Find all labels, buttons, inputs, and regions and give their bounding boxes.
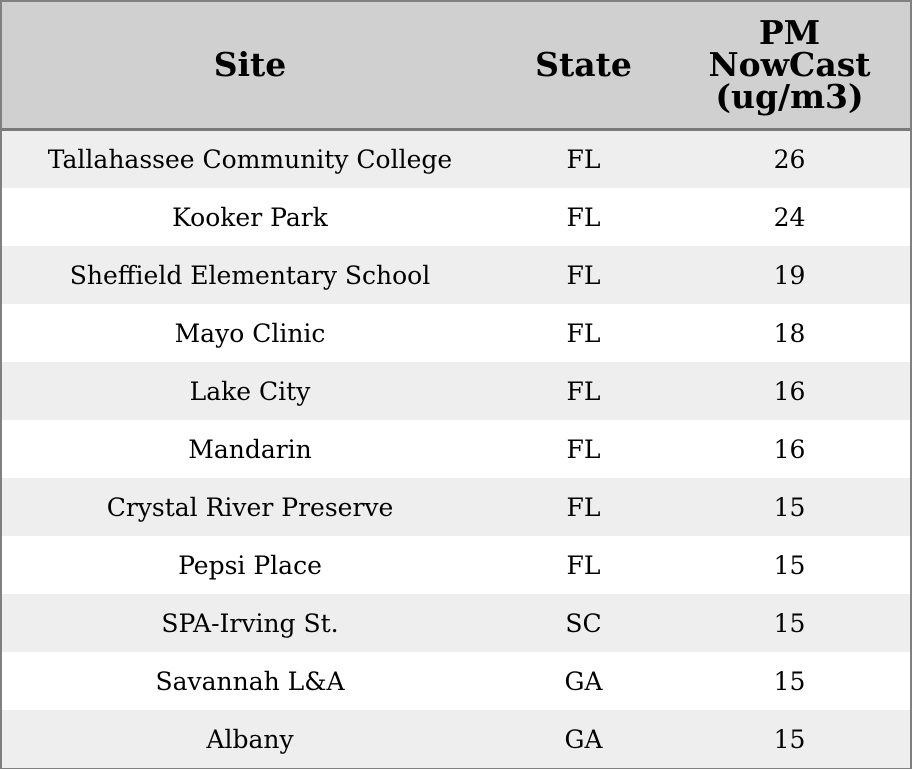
header-row bbox=[2, 2, 910, 130]
cell-site: Sheffield Elementary School bbox=[2, 246, 498, 304]
table-row bbox=[2, 246, 910, 304]
cell-state: SC bbox=[498, 594, 669, 652]
cell-pm: 24 bbox=[669, 188, 910, 246]
table-row bbox=[2, 130, 910, 189]
table-row bbox=[2, 362, 910, 420]
cell-site: Savannah L&A bbox=[2, 652, 498, 710]
cell-state: FL bbox=[498, 420, 669, 478]
table-body bbox=[2, 130, 910, 769]
cell-site: Mayo Clinic bbox=[2, 304, 498, 362]
cell-state: FL bbox=[498, 246, 669, 304]
cell-site: Mandarin bbox=[2, 420, 498, 478]
table-row bbox=[2, 594, 910, 652]
table-row bbox=[2, 536, 910, 594]
cell-site: Pepsi Place bbox=[2, 536, 498, 594]
header-pm-line2: NowCast bbox=[708, 45, 871, 84]
cell-pm: 15 bbox=[669, 710, 910, 768]
table-row bbox=[2, 652, 910, 710]
header-site: Site bbox=[2, 2, 498, 130]
cell-state: GA bbox=[498, 710, 669, 768]
cell-pm: 26 bbox=[669, 130, 910, 189]
cell-pm: 16 bbox=[669, 420, 910, 478]
cell-site: Lake City bbox=[2, 362, 498, 420]
table-row bbox=[2, 478, 910, 536]
cell-state: FL bbox=[498, 536, 669, 594]
cell-state: FL bbox=[498, 478, 669, 536]
cell-pm: 15 bbox=[669, 652, 910, 710]
header-pm-line1: PM bbox=[758, 13, 821, 52]
cell-state: GA bbox=[498, 652, 669, 710]
cell-pm: 15 bbox=[669, 478, 910, 536]
cell-site: Kooker Park bbox=[2, 188, 498, 246]
header-pm-nowcast bbox=[669, 2, 910, 130]
table-row bbox=[2, 188, 910, 246]
header-state: State bbox=[498, 2, 669, 130]
cell-pm: 18 bbox=[669, 304, 910, 362]
cell-state: FL bbox=[498, 188, 669, 246]
cell-pm: 15 bbox=[669, 536, 910, 594]
cell-pm: 19 bbox=[669, 246, 910, 304]
cell-pm: 16 bbox=[669, 362, 910, 420]
cell-state: FL bbox=[498, 362, 669, 420]
cell-site: Crystal River Preserve bbox=[2, 478, 498, 536]
cell-state: FL bbox=[498, 130, 669, 189]
cell-state: FL bbox=[498, 304, 669, 362]
header-pm-line3: (ug/m3) bbox=[715, 77, 864, 116]
table-row bbox=[2, 420, 910, 478]
cell-pm: 15 bbox=[669, 594, 910, 652]
cell-site: Albany bbox=[2, 710, 498, 768]
table-row bbox=[2, 304, 910, 362]
table-header bbox=[2, 2, 910, 130]
table-row bbox=[2, 710, 910, 768]
pm-nowcast-table bbox=[2, 2, 910, 768]
cell-site: SPA-Irving St. bbox=[2, 594, 498, 652]
cell-site: Tallahassee Community College bbox=[2, 130, 498, 189]
